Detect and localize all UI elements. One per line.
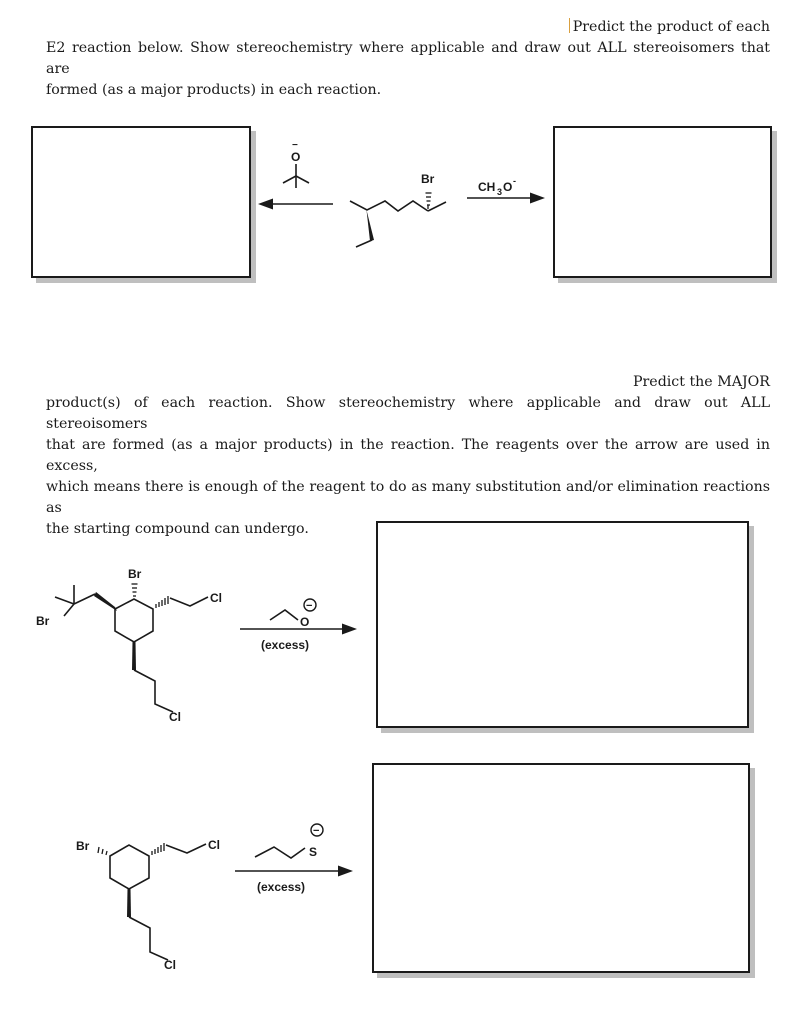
tert-butoxide-charge: − [292, 140, 298, 151]
ethoxide-charge: − [306, 600, 313, 612]
r3-hashed-br-bond [132, 584, 138, 596]
r3-br-left-label: Br [36, 614, 50, 628]
q1-line1: Predict the product of each [572, 19, 770, 35]
methoxide-charge: - [513, 176, 516, 186]
left-reaction-arrow [258, 199, 333, 210]
substrate-br-label: Br [421, 172, 435, 186]
r4-hashed-br-bond [98, 847, 107, 855]
r4-cl-right-label: Cl [208, 838, 220, 852]
q1-line2: E2 reaction below. Show stereochemistry where applicable and draw out ALL stereoisomers that are [46, 40, 770, 77]
thiolate-charge: − [313, 825, 320, 837]
bromoalkane-substrate [350, 172, 446, 247]
reaction4-substrate [76, 838, 220, 972]
q1-line3: formed (as a major products) in each reaction. [46, 82, 382, 98]
r3-cl-bottom-label: Cl [169, 710, 181, 724]
q2-line4: which means there is enough of the reagent to do as many substitution and/or elimination reactions as [46, 479, 770, 516]
reaction4-arrow [235, 866, 353, 877]
reaction3-substrate [36, 567, 222, 724]
r4-br-left-label: Br [76, 839, 90, 853]
ethoxide-o: O [300, 615, 310, 629]
methoxide-subscript: 3 [497, 187, 503, 197]
r4-hashed-chain [152, 843, 164, 855]
reaction3-condition: (excess) [261, 638, 310, 652]
r3-cl-right-label: Cl [210, 591, 222, 605]
thiolate-s: S [309, 845, 318, 859]
q2-line2: product(s) of each reaction. Show stereochemistry where applicable and draw out ALL stereoisomers [46, 395, 770, 432]
reaction4-condition: (excess) [257, 880, 306, 894]
q2-line5: the starting compound can undergo. [46, 521, 309, 537]
r3-hashed-chain [156, 596, 168, 608]
methoxide-o: O [503, 180, 513, 194]
tert-butoxide-reagent [283, 140, 309, 188]
reaction3-arrow [240, 624, 357, 635]
q2-line3: that are formed (as a major products) in the reaction. The reagents over the arrow are used in excess, [46, 437, 770, 474]
methoxide-ch: CH [478, 180, 496, 194]
methoxide-reagent [478, 176, 516, 197]
q2-line1: Predict the MAJOR [632, 374, 770, 390]
ethanethiolate-reagent [255, 824, 323, 859]
ethoxide-reagent [270, 599, 316, 629]
tert-butoxide-oxygen: O [291, 150, 301, 164]
r4-cl-bottom-label: Cl [164, 958, 176, 972]
r3-br-top-label: Br [128, 567, 142, 581]
right-reaction-arrow [467, 193, 545, 204]
hashed-bond-to-br [426, 193, 432, 209]
